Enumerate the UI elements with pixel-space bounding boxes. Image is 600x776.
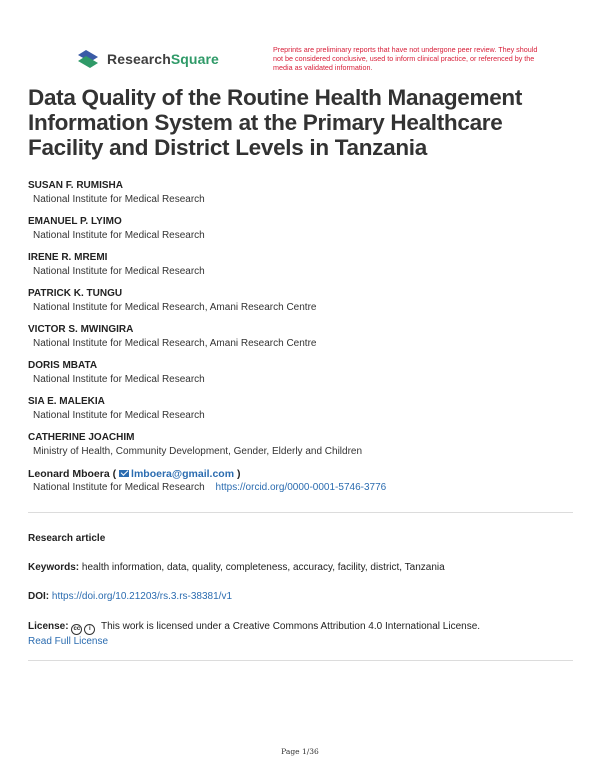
keywords-value: health information, data, quality, completeness, accuracy, facility, district, Tanzania [81,562,445,573]
page-number: Page 1/36 [281,747,319,756]
orcid-link[interactable]: https://orcid.org/0000-0001-5746-3776 [215,482,387,493]
paper-title: Data Quality of the Routine Health Management Information System at the Primary Healthcare Facility and District Levels in Tanzania [28,85,523,160]
author-affiliation: National Institute for Medical Research [33,230,205,241]
envelope-icon [119,470,129,477]
article-type: Research article [28,533,106,544]
attribution-icon: i [84,624,95,635]
doi-label: DOI: [28,591,50,602]
author-item [28,431,588,467]
author-name: SUSAN F. RUMISHA [28,180,124,191]
author-item [28,179,588,215]
author-affiliation: National Institute for Medical Research, Amani Research Centre [33,338,317,349]
doi-link[interactable]: https://doi.org/10.21203/rs.3.rs-38381/v1 [51,591,233,602]
author-item [28,395,588,431]
author-affiliation: National Institute for Medical Research [33,194,205,205]
author-name: Leonard Mboera [28,468,110,480]
keywords-line [28,561,573,575]
author-affiliation: National Institute for Medical Research [33,374,205,385]
author-name: EMANUEL P. LYIMO [28,216,122,227]
author-email-link[interactable]: lmboera@gmail.com [131,468,235,480]
author-name: PATRICK K. TUNGU [28,288,123,299]
author-affiliation: Ministry of Health, Community Development, Gender, Elderly and Children [33,446,363,457]
corresponding-author [28,467,588,503]
author-affiliation: National Institute for Medical Research [33,410,205,421]
research-square-logo-icon [76,48,100,70]
author-affiliation: National Institute for Medical Research [33,482,205,493]
cc-by-icons [71,624,95,635]
license-text: This work is licensed under a Creative Commons Attribution 4.0 International License. [100,621,481,632]
author-name: SIA E. MALEKIA [28,396,105,407]
logo-text: ResearchSquare [107,51,219,67]
author-affiliation: National Institute for Medical Research [33,266,205,277]
corresponding-affiliation-line [28,481,588,495]
author-name: VICTOR S. MWINGIRA [28,324,134,335]
author-item [28,359,588,395]
divider [28,660,573,661]
author-item [28,215,588,251]
header [0,42,600,82]
keywords-label: Keywords: [28,562,80,573]
creative-commons-icon: cc [71,624,82,635]
author-item [28,287,588,323]
license-line [28,620,573,649]
research-square-logo[interactable] [76,48,219,70]
author-name: CATHERINE JOACHIM [28,432,135,443]
corresponding-author-line: Leonard Mboera ( lmboera@gmail.com ) [28,468,241,480]
read-full-license-link[interactable]: Read Full License [28,636,109,647]
author-item [28,251,588,287]
author-list [28,179,588,503]
author-item [28,323,588,359]
divider [28,512,573,513]
author-name: DORIS MBATA [28,360,98,371]
author-affiliation: National Institute for Medical Research, Amani Research Centre [33,302,317,313]
doi-line [28,590,573,604]
license-label: License: [28,621,69,632]
preprint-disclaimer: Preprints are preliminary reports that have not undergone peer review. They should not be considered conclusive, used to inform clinical practice, or referenced by the media as validated information. [273,45,538,72]
author-name: IRENE R. MREMI [28,252,108,263]
